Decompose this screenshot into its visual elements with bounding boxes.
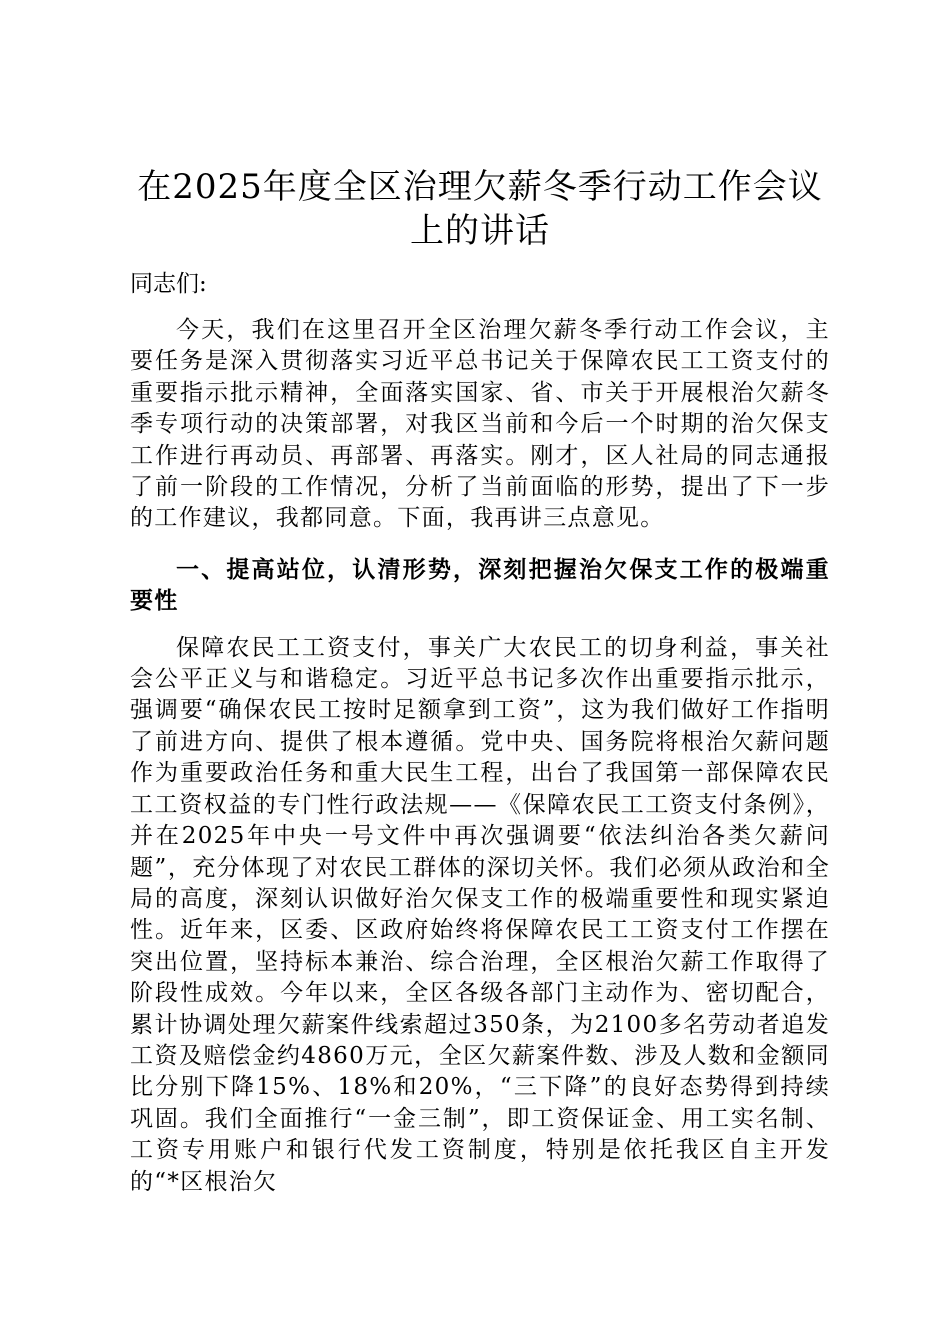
paragraph-intro: 今天，我们在这里召开全区治理欠薪冬季行动工作会议，主要任务是深入贯彻落实习近平总书记关于保障农民工工资支付的重要指示批示精神，全面落实国家、省、市关于开展根治欠薪冬季专项行动的决策部署，对我区当前和今后一个时期的治欠保支工作进行再动员、再部署、再落实。刚才，区人社局的同志通报了前一阶段的工作情况，分析了当前面临的形势，提出了下一步的工作建议，我都同意。下面，我再讲三点意见。 bbox=[130, 317, 830, 532]
document-title: 在2025年度全区治理欠薪冬季行动工作会议上的讲话 bbox=[137, 167, 823, 251]
paragraph-section-1: 保障农民工工资支付，事关广大农民工的切身利益，事关社会公平正义与和谐稳定。习近平总书记多次作出重要指示批示，强调要“确保农民工按时足额拿到工资”，这为我们做好工作指明了前进方向、提供了根本遵循。党中央、国务院将根治欠薪问题作为重要政治任务和重大民生工程，出台了我国第一部保障农民工工资权益的专门性行政法规——《保障农民工工资支付条例》，并在2025年中央一号文件中再次强调要“依法纠治各类欠薪问题”，充分体现了对农民工群体的深切关怀。我们必须从政治和全局的高度，深刻认识做好治欠保支工作的极端重要性和现实紧迫性。近年来，区委、区政府始终将保障农民工工资支付工作摆在突出位置，坚持标本兼治、综合治理，全区根治欠薪工作取得了阶段性成效。今年以来，全区各级各部门主动作为、密切配合，累计协调处理欠薪案件线索超过350条，为2100多名劳动者追发工资及赔偿金约4860万元，全区欠薪案件数、涉及人数和金额同比分别下降15%、18%和20%，“三下降”的良好态势得到持续巩固。我们全面推行“一金三制”，即工资保证金、用工实名制、工资专用账户和银行代发工资制度，特别是依托我区自主开发的“*区根治欠 bbox=[130, 634, 830, 1195]
section-heading-1: 一、提高站位，认清形势，深刻把握治欠保支工作的极端重要性 bbox=[130, 556, 830, 615]
document-page bbox=[130, 165, 830, 1198]
salutation: 同志们: bbox=[130, 271, 207, 297]
